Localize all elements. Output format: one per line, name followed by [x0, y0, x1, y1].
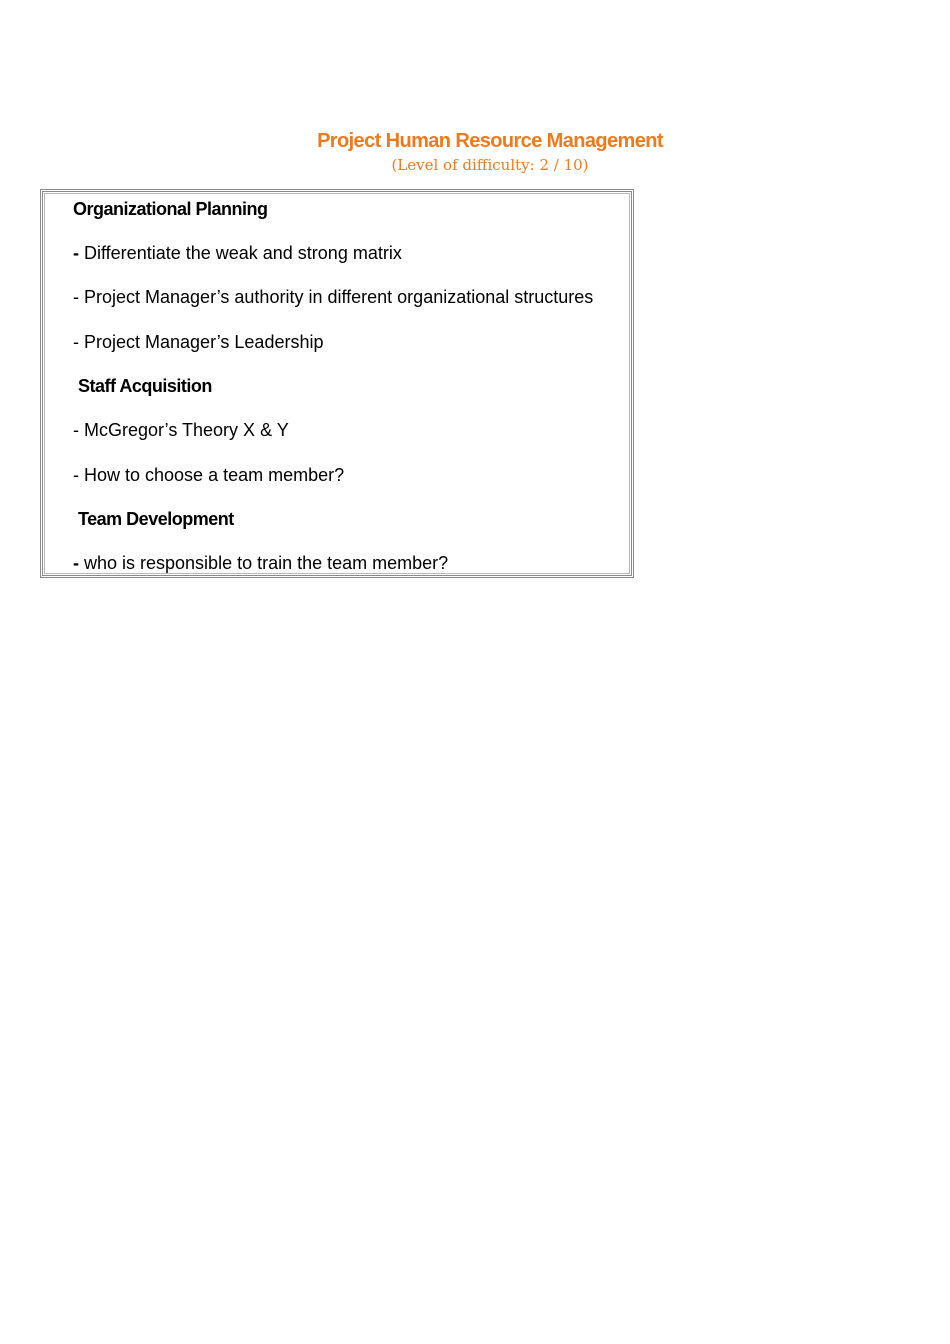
list-item-text: Differentiate the weak and strong matrix — [79, 243, 402, 263]
list-item — [73, 419, 289, 441]
list-item-text: Project Manager’s authority in different organizational structures — [79, 287, 594, 307]
list-item — [73, 242, 402, 264]
list-item — [73, 331, 323, 353]
list-item — [73, 286, 593, 308]
list-item-dash: - — [73, 243, 79, 263]
difficulty-subtitle: (Level of difficulty: 2 / 10) — [391, 156, 589, 174]
list-item-dash: - — [73, 332, 79, 352]
list-item-dash: - — [73, 287, 79, 307]
list-item-text: How to choose a team member? — [79, 465, 345, 485]
list-item-dash: - — [73, 465, 79, 485]
section-heading-team-development: Team Development — [78, 509, 234, 529]
document-title: Project Human Resource Management — [317, 130, 663, 152]
list-item-dash: - — [73, 420, 79, 440]
list-item — [73, 552, 448, 574]
list-item — [73, 464, 344, 486]
list-item-text: McGregor’s Theory X & Y — [79, 420, 289, 440]
list-item-text: Project Manager’s Leadership — [79, 332, 324, 352]
list-item-dash: - — [73, 553, 79, 573]
section-heading-staff-acquisition: Staff Acquisition — [78, 376, 212, 396]
list-item-text: who is responsible to train the team member? — [79, 553, 449, 573]
topics-box — [40, 189, 634, 578]
section-heading-organizational-planning: Organizational Planning — [73, 199, 268, 219]
